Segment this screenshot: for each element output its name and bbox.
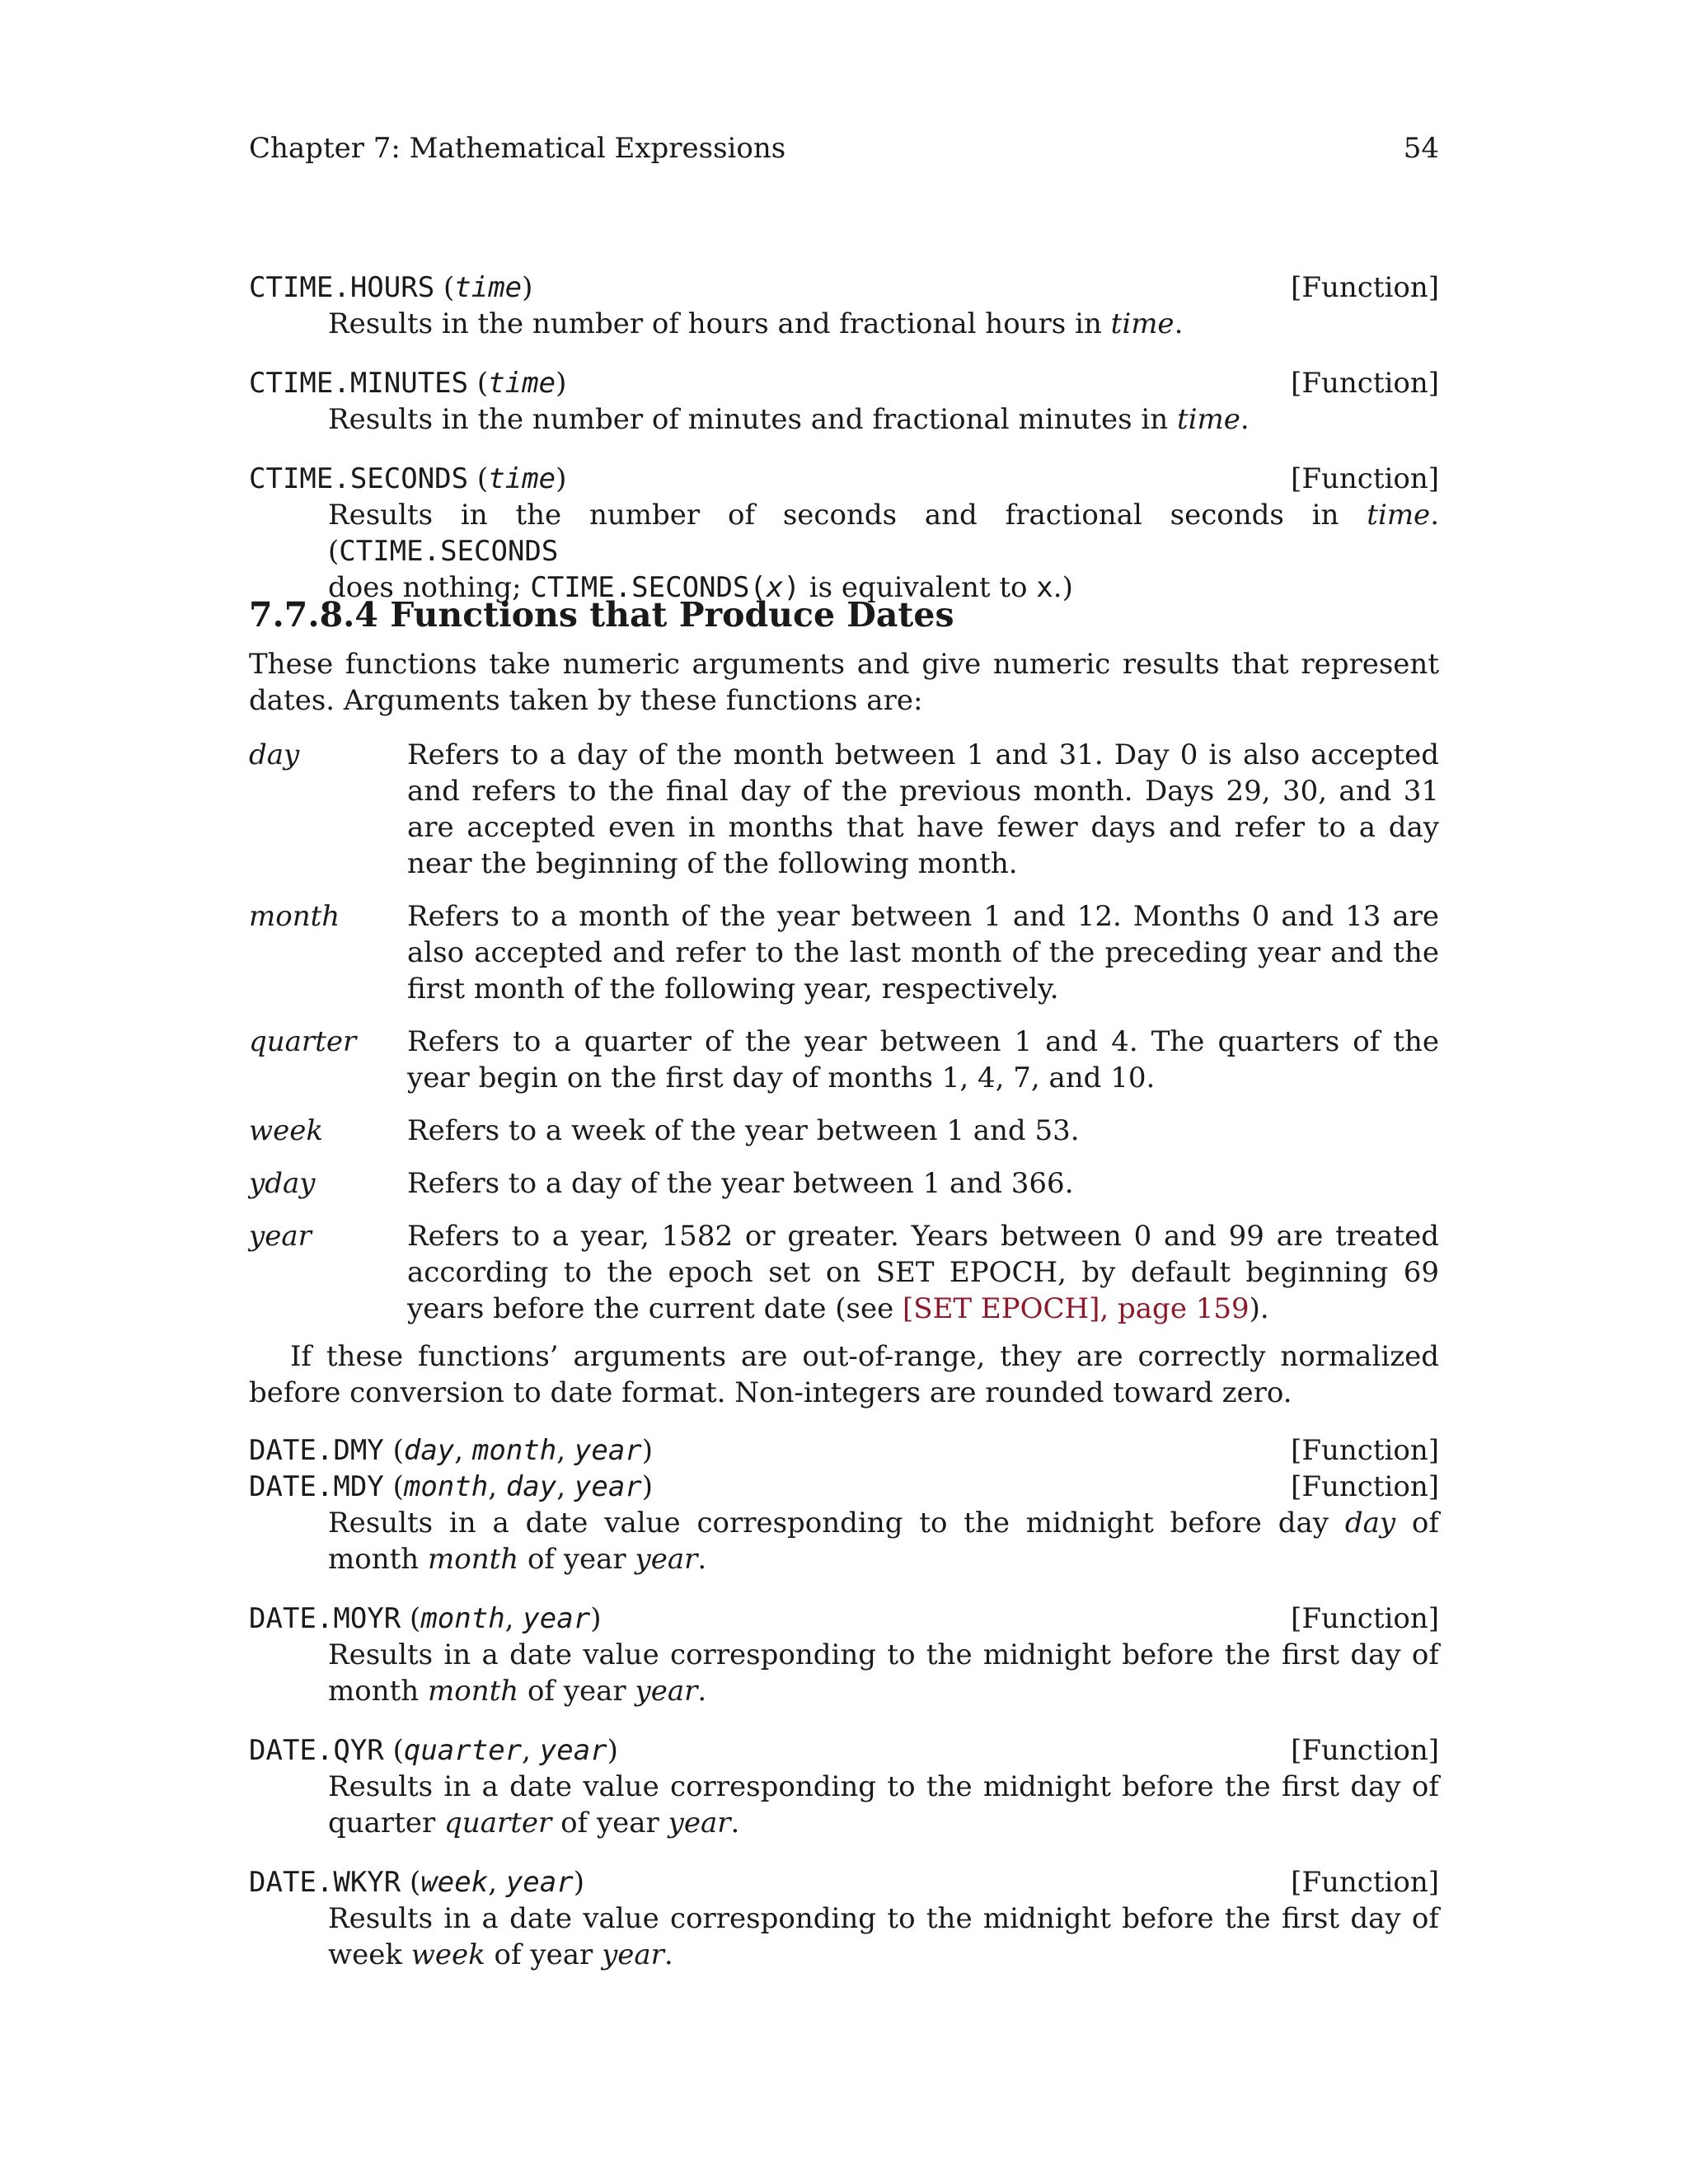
func-ctime-hours (249, 269, 1439, 342)
func-description: Results in a date value corresponding to the midnight before day day of month month of year year. (328, 1507, 1439, 1576)
arg-term: quarter (249, 1025, 357, 1058)
func-signature: DATE.MOYR (month, year) [Function] (249, 1602, 1439, 1635)
arg-definition: Refers to a week of the year between 1 and 53. (407, 1114, 1080, 1147)
arg-term: day (249, 738, 300, 771)
list-item (249, 1165, 1439, 1202)
arg-definition: Refers to a day of the year between 1 and 366. (407, 1167, 1074, 1200)
section-heading: 7.7.8.4 Functions that Produce Dates (249, 595, 954, 635)
section-intro: These functions take numeric arguments and give numeric results that represent dates. Arguments taken by these functions are: (249, 648, 1439, 717)
arg-term: week (249, 1114, 323, 1147)
func-name: CTIME.HOURS (249, 271, 435, 304)
arg-term: month (249, 900, 340, 933)
func-tag: [Function] (1291, 271, 1439, 304)
func-signature: DATE.WKYR (week, year) [Function] (249, 1866, 1439, 1899)
func-ctime-minutes (249, 365, 1439, 438)
func-signature: CTIME.SECONDS (time) [Function] (249, 462, 1439, 495)
argument-list (249, 737, 1439, 1327)
running-header (249, 130, 1439, 166)
func-signature: DATE.QYR (quarter, year) [Function] (249, 1734, 1439, 1767)
func-name: CTIME.MINUTES (249, 367, 469, 400)
func-tag: [Function] (1291, 1734, 1439, 1767)
func-description: Results in a date value corresponding to the midnight before the first day of week week of year year. (328, 1902, 1439, 1971)
func-description: Results in a date value corresponding to the midnight before the first day of quarter quarter of year year. (328, 1770, 1439, 1840)
func-arg: time (454, 271, 523, 304)
list-item (249, 898, 1439, 1007)
func-description: Results in a date value corresponding to the midnight before the first day of month month of year year. (328, 1638, 1439, 1708)
arg-definition: Refers to a day of the month between 1 and 31. Day 0 is also accepted and refers to the final day of the previous month. Days 29, 30, and 31 are accepted even in months that have fewer days and refer to a day near the beginning of the following month. (407, 738, 1439, 880)
chapter-title: Chapter 7: Mathematical Expressions (249, 132, 786, 165)
func-description: Results in the number of hours and fractional hours in time. (328, 307, 1184, 340)
func-ctime-seconds (249, 461, 1439, 606)
list-item (249, 1113, 1439, 1149)
func-description: Results in the number of minutes and fractional minutes in time. (328, 403, 1250, 436)
func-tag: [Function] (1291, 1470, 1439, 1503)
page-number: 54 (1403, 132, 1439, 165)
func-signature: CTIME.HOURS (time) [Function] (249, 271, 1439, 304)
list-item (249, 1024, 1439, 1096)
arg-definition: Refers to a month of the year between 1 and 12. Months 0 and 13 are also accepted and refer to the last month of the preceding year and the first month of the following year, respectively. (407, 900, 1439, 1005)
func-arg: time (488, 462, 556, 495)
arg-term: year (249, 1220, 312, 1253)
func-signature: CTIME.MINUTES (time) [Function] (249, 367, 1439, 400)
arg-term: yday (249, 1167, 316, 1200)
arg-definition: Refers to a quarter of the year between 1 and 4. The quarters of the year begin on the first day of months 1, 4, 7, and 10. (407, 1025, 1439, 1094)
func-description: Results in the number of seconds and fractional seconds in time. (CTIME.SECONDS does nothing; CTIME.SECONDS(x) is equivalent to x.) (328, 499, 1439, 604)
list-item (249, 1218, 1439, 1327)
func-date-wkyr (249, 1864, 1439, 1973)
func-date-qyr (249, 1732, 1439, 1841)
func-tag: [Function] (1291, 1602, 1439, 1635)
func-date-moyr (249, 1601, 1439, 1709)
func-signature: DATE.MDY (month, day, year) [Function] (249, 1470, 1439, 1503)
func-date-dmy-mdy (249, 1432, 1439, 1577)
func-tag: [Function] (1291, 1866, 1439, 1899)
func-tag: [Function] (1291, 462, 1439, 495)
func-signature: DATE.DMY (day, month, year) [Function] (249, 1434, 1439, 1467)
func-name: CTIME.SECONDS (249, 462, 469, 495)
func-arg: time (488, 367, 556, 400)
func-tag: [Function] (1291, 1434, 1439, 1467)
xref-link[interactable]: [SET EPOCH], page 159 (903, 1292, 1250, 1325)
func-tag: [Function] (1291, 367, 1439, 400)
list-item (249, 737, 1439, 882)
arg-definition: Refers to a year, 1582 or greater. Years between 0 and 99 are treated according to the epoch set on SET EPOCH, by default beginning 69 years before the current date (see [SET EPOCH], page 159). (407, 1220, 1439, 1325)
normalize-paragraph: If these functions’ arguments are out-of-range, they are correctly normalized before conversion to date format. Non-integers are rounded toward zero. (249, 1340, 1439, 1409)
